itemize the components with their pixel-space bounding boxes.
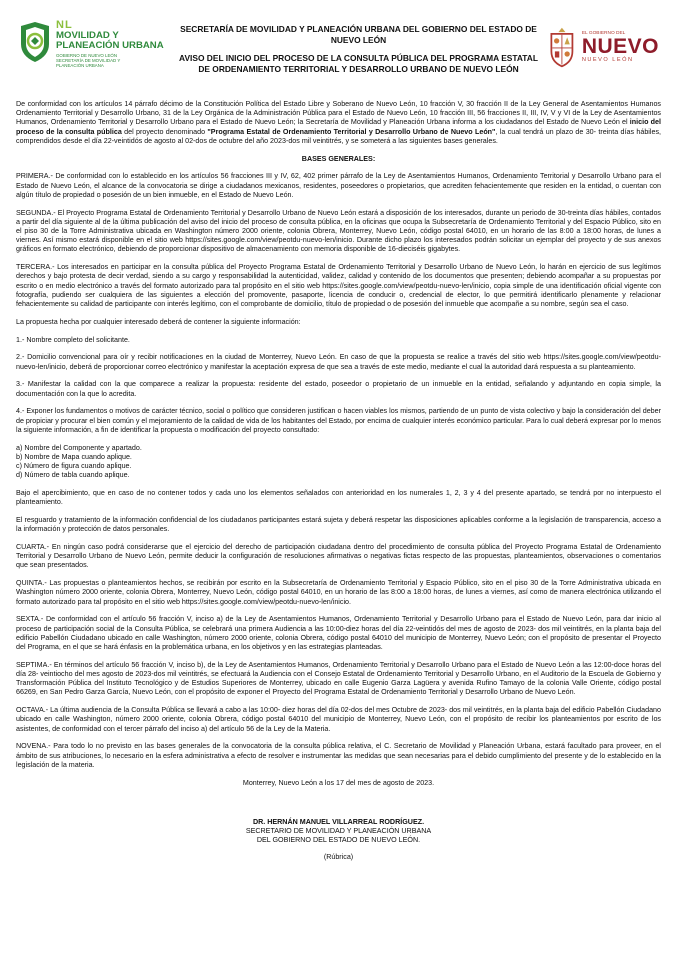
logo-line-1: MOVILIDAD Y xyxy=(56,30,119,41)
propuesta-intro: La propuesta hecha por cualquier interesado deberá de contener la siguiente información: xyxy=(16,317,301,326)
sub-item-b: b) Nombre de Mapa cuando aplique. xyxy=(16,452,132,461)
coat-of-arms-icon xyxy=(547,24,577,70)
signature-block xyxy=(16,818,661,846)
sub-item-c: c) Número de figura cuando aplique. xyxy=(16,462,132,471)
movilidad-logo xyxy=(18,20,168,70)
sub-item-d: d) Número de tabla cuando aplique. xyxy=(16,471,130,480)
resguardo-paragraph: El resguardo y tratamiento de la información confidencial de los ciudadanos participantes estará sujeta y deberá respetar las disposiciones aplicables conforme a la legislación de transparencia, acceso a la información y protección de datos personales. xyxy=(16,516,661,534)
base-quinta: QUINTA.- Las propuestas o planteamientos hechos, se recibirán por escrito en la Subsecretaría de Ordenamiento Territorial y Espacio Público, sito en el piso 30 de la Torre Administrativa ubicada en Washington número 2000 oriente, colonia Obrera, Monterrey, Nuevo León, código postal 64010, en un horario de las 8:00 a 18:00 horas, de lunes a viernes, así como de manera electrónica utilizando el formato autorizado para tal propósito en el sitio web https://sites.google.com/view/peotdu-nuevo-len/inicio. xyxy=(16,579,661,606)
signer-title-2: DEL GOBIERNO DEL ESTADO DE NUEVO LEÓN. xyxy=(256,836,421,845)
base-tercera: TERCERA.- Los interesados en participar en la consulta pública del Proyecto Programa Estatal de Ordenamiento Territorial y Desarrollo Urbano de Nuevo León, lo harán en ejercicio de sus legítimos derechos y bajo protesta de decir verdad, siendo a su cargo y responsabilidad la autenticidad, validez, calidad y contenido de los documentos que presenten; debiendo acompañar a su propuestas por escrito o en medio electrónico a través del formato autorizado para tal propósito en el sitio web https://sites.google.com/view/peotdu-nuevo-len/inicio, copia simple de una identificación oficial vigente con fotografía, pudiendo ser cualquiera de las siguientes a elección del promovente, pasaporte, licencia de conducir o, credencial de elector, lo que permitirá identificarlo plenamente y relacionar fehacientemente su calidad de participante con interés legítimo, con el comprobante de domicilio, título de propiedad o de posesión del inmueble que acompañe a su nombre, según sea el caso. xyxy=(16,263,661,309)
base-primera: PRIMERA.- De conformidad con lo establecido en los artículos 56 fracciones III y IV, 62, 402 primer párrafo de la Ley de Asentamientos Humanos, Ordenamiento Territorial y Desarrollo Urbano para el Estado de Nuevo León, el alcance de la convocatoria se dirige a ciudadanos mexicanos, residentes, poseedores o propietarios, que acrediten fehacientemente que residen en la entidad, o cuentan con algún título de propiedad o posesión de un bien inmueble, en el Estado de Nuevo León. xyxy=(16,172,661,199)
logo-line-3: GOBIERNO DE NUEVO LEÓN SECRETARÍA DE MOVILIDAD Y PLANEACIÓN URBANA xyxy=(56,53,121,68)
logo-right-line-3: NUEVO LEÓN xyxy=(581,56,634,63)
logo-right-line-2: NUEVO xyxy=(581,34,659,58)
closing-block xyxy=(16,779,661,863)
sub-item-a: a) Nombre del Componente y apartado. xyxy=(16,443,142,452)
requirement-1: 1.- Nombre completo del solicitante. xyxy=(16,335,130,344)
notice-title: AVISO DEL INICIO DEL PROCESO DE LA CONSULTA PÚBLICA DEL PROGRAMA ESTATAL DE ORDENAMIENTO TERRITORIAL Y DESARROLLO URBANO DE NUEVO LEÓN xyxy=(179,53,538,74)
intro-paragraph: De conformidad con los artículos 14 párrafo décimo de la Constitución Política del Estado Libre y Soberano de Nuevo León, 10 fracción V, 30 fracción II de la Ley General de Asentamientos Humanos Ordenamiento Territorial y Desarrollo Urbano, 31 de la Ley Orgánica de la Administración Pública para el Estado de Nuevo León, 10 fracción III, 56 fracciones II, III, IV, V y VI de la Ley de Asentamientos Humanos, Ordenamiento Territorial y Desarrollo Urbano para el Estado de Nuevo León; la Secretaría de Movilidad y Planeación Urbana informa a los ciudadanos del Estado de Nuevo León el inicio del proceso de la consulta pública del proyecto denominado "Programa Estatal de Ordenamiento Territorial y Desarrollo Urbano de Nuevo León", la cual tendrá un plazo de 30- treinta días hábiles, comprendidos desde el día 22-veintidós de agosto al 02-dos de octubre del año 2023-dos mil veintitrés, y se someterá a las siguientes bases generales. xyxy=(16,100,662,145)
logo-mark: NL xyxy=(56,19,73,31)
base-octava: OCTAVA.- La última audiencia de la Consulta Pública se llevará a cabo a las 10:00- diez horas del día 02-dos del mes Octubre de 2023- dos mil veintitrés, en la planta baja del edificio Pabellón Ciudadano ubicado en calle Washington, número 2000 oriente, colonia Obrera, código postal 64010 del municipio de Monterrey, Nuevo León, con el propósito de recibir los planteamientos por escrito de los asistentes, de conformidad con el tercer párrafo del inciso a) del artículo 56 de la Ley de la Materia. xyxy=(16,706,661,733)
document-body xyxy=(16,100,661,770)
logo-right-line-1: EL GOBIERNO DEL xyxy=(581,30,626,36)
signer-title-1: SECRETARIO DE MOVILIDAD Y PLANEACIÓN URBANA xyxy=(245,827,432,836)
apercibimiento-paragraph: Bajo el apercibimiento, que en caso de no contener todos y cada uno los elementos señalados con anterioridad en los numerales 1, 2, 3 y 4 del presente apartado, se tendrá por no interpuesto el planteamiento. xyxy=(16,489,661,507)
nuevo-leon-logo xyxy=(547,22,659,72)
rubrica: (Rúbrica) xyxy=(323,853,354,862)
place-date: Monterrey, Nuevo León a los 17 del mes de agosto de 2023. xyxy=(242,778,435,787)
base-sexta: SEXTA.- De conformidad con el artículo 56 fracción V, inciso a) de la Ley de Asentamientos Humanos, Ordenamiento Territorial y Desarrollo Urbano para el Estado de Nuevo León, para dar inicio al proceso de participación social de la Consulta Pública, se celebrará una primera Audiencia a las 10:00-diez horas del día 22-veintidós del mes de agosto de 2023- dos mil veintitrés, en la planta baja del edificio Pabellón Ciudadano ubicado en calle Washington, número 2000 oriente, colonia Obrera, código postal 64010 del municipio de Monterrey, Nuevo León; con el propósito de presentar el Proyecto del Programa, en el que se hará énfasis en la problemática urbana, en los objetivos y en las estrategias planteadas. xyxy=(16,615,661,652)
requirement-4: 4.- Exponer los fundamentos o motivos de carácter técnico, social o político que consideren justifican o hacen viables los mismos, partiendo de un punto de vista colectivo y bajo la consideración del deber de propiciar y procurar el bien común y el mejoramiento de la calidad de vida de los habitantes del Estado, por encima de cualquier interés económico particular. Para lo cual deberá expresar por lo menos la siguiente información, a fin de identificar la propuesta o modificación del proyecto consultado: xyxy=(16,407,662,434)
base-cuarta: CUARTA.- En ningún caso podrá considerarse que el ejercicio del derecho de participación ciudadana dentro del procedimiento de consulta pública del Proyecto Programa Estatal de Ordenamiento Territorial y Desarrollo Urbano de Nuevo León, permite deducir la configuración de resoluciones afirmativas o negativas fictas respecto de las propuestas, planteamientos, observaciones o comentarios que sean presentados. xyxy=(16,543,661,570)
requirement-3: 3.- Manifestar la calidad con la que comparece a realizar la propuesta: residente del estado, poseedor o propietario de un inmueble en la entidad, señalando y adjuntando en copia simple, la documentación con la que lo acredita. xyxy=(16,380,661,398)
logo-line-2: PLANEACIÓN URBANA xyxy=(56,40,164,51)
bases-heading: BASES GENERALES: xyxy=(301,154,376,163)
shield-logo-icon xyxy=(18,20,52,64)
document-header xyxy=(16,6,661,100)
signer-name: DR. HERNÁN MANUEL VILLARREAL RODRÍGUEZ. xyxy=(252,817,425,826)
issuer-title: SECRETARÍA DE MOVILIDAD Y PLANEACIÓN URBANA DEL GOBIERNO DEL ESTADO DE NUEVO LEÓN xyxy=(180,24,537,45)
base-septima: SEPTIMA.- En términos del artículo 56 fracción V, inciso b), de la Ley de Asentamientos Humanos, Ordenamiento Territorial y Desarrollo Urbano para el Estado de Nuevo León a las 12:00-doce horas del día 28- veintiocho del mes agosto de 2023-dos mil veintitrés, se efectuará la Audiencia con el Consejo Estatal de Ordenamiento Territorial y Desarrollo Urbano, en el Auditorio de la Escuela de Gobierno y Transformación Pública del Instituto Tecnológico y de Estudios Superiores de Monterrey, ubicado en calle Eugenio Garza Lagüera y avenida Rufino Tamayo de la colonia Valle Oriente, código postal 66269, en San Pedro Garza García, Nuevo León, con el propósito de exponer el Proyecto del Programa Estatal de Ordenamiento Territorial y Desarrollo Urbano de Nuevo León. xyxy=(16,660,661,697)
base-novena: NOVENA.- Para todo lo no previsto en las bases generales de la convocatoria de la consulta pública relativa, el C. Secretario de Movilidad y Planeación Urbana, estará facultado para proveer, en el ámbito de sus atribuciones, lo necesario en la esfera administrativa a efecto de resolver e instrumentar las medidas que sean necesarias para el debido cumplimiento del presente y de lo establecido en la legislación de la materia. xyxy=(16,742,661,769)
base-segunda: SEGUNDA.- El Proyecto Programa Estatal de Ordenamiento Territorial y Desarrollo Urbano de Nuevo León estará a disposición de los interesados, durante un periodo de 30-treinta días hábiles, contados a partir del día siguiente al de la última publicación del aviso del inicio del proceso de consulta pública, en la oficinas que ocupa la Subsecretaría de Ordenamiento Territorial y del Espacio Público, sito en el piso 30 de la Torre Administrativa ubicada en Washington número 2000 oriente, colonia Obrera, Monterrey, Nuevo León, código postal 64010, en un horario de las 8:00 a 18:00 horas, de lunes a viernes. Así mismo estará disponible en el sitio web https://sites.google.com/view/peotdu-nuevo-len/inicio. Durante dicho plazo los interesados podrán solicitar un ejemplar del proyecto y de sus anexos gráficos en formato electrónico, debiendo de proporcionar dispositivo de almacenamiento con memoria disponible de 16-dieciséis gigabytes. xyxy=(16,208,661,254)
document-titles xyxy=(176,24,541,74)
requirement-2: 2.- Domicilio convencional para oír y recibir notificaciones en la ciudad de Monterrey, Nuevo León. En caso de que la propuesta se realice a través del sitio web https://sites.google.com/view/peotdu-nuevo-len/inicio, deberá de proporcionar correo electrónico y manifestar la aceptación expresa de que sea a través de este medio, mediante el cual la autoridad dará respuesta a su planteamiento. xyxy=(16,353,661,371)
sub-list xyxy=(16,444,661,481)
